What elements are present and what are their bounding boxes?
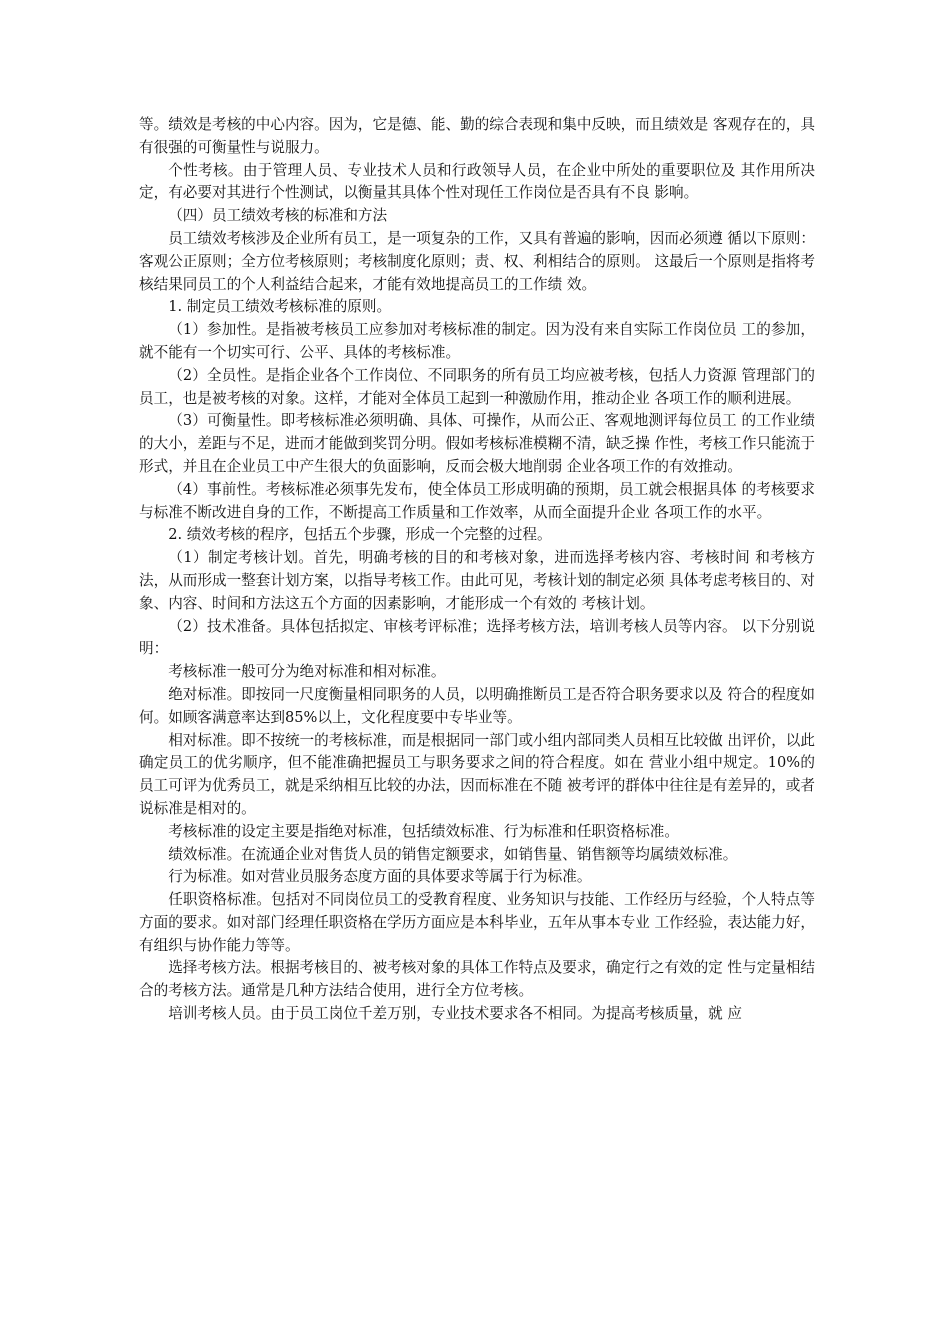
- paragraph: 员工绩效考核涉及企业所有员工，是一项复杂的工作，又具有普遍的影响，因而必须遵 循以下原则：客观公正原则；全方位考核原则；考核制度化原则；责、权、利相结合的原则。 这最后一个原则是指将考核结果同员工的个人利益结合起来，才能有效地提高员工的工作绩 效。: [139, 229, 815, 293]
- paragraph: （1）制定考核计划。首先，明确考核的目的和考核对象，进而选择考核内容、考核时间 和考核方法，从而形成一整套计划方案，以指导考核工作。由此可见，考核计划的制定必须 具体考虑考核目的、对象、内容、时间和方法这五个方面的因素影响，才能形成一个有效的 考核计划。: [139, 549, 815, 612]
- subsection-heading: 1. 制定员工绩效考核标准的原则。: [168, 298, 392, 316]
- document-page: [139, 114, 815, 1026]
- paragraph: 相对标准。即不按统一的考核标准，而是根据同一部门或小组内部同类人员相互比较做 出评价，以此确定员工的优劣顺序，但不能准确把握员工与职务要求之间的符合程度。如在 营业小组中规定。10%的员工可评为优秀员工，就是采纳相互比较的办法，因而标准在不随 被考评的群体中往往是有差异的，或者说标准是相对的。: [139, 731, 815, 817]
- paragraph: 任职资格标准。包括对不同岗位员工的受教育程度、业务知识与技能、工作经历与经验，个人特点等方面的要求。如对部门经理任职资格在学历方面应是本科毕业，五年从事本专业 工作经验，表达能力好，有组织与协作能力等等。: [139, 891, 815, 954]
- paragraph: 考核标准的设定主要是指绝对标准，包括绩效标准、行为标准和任职资格标准。: [168, 822, 679, 840]
- paragraph: 考核标准一般可分为绝对标准和相对标准。: [168, 663, 446, 681]
- paragraph: （2）全员性。是指企业各个工作岗位、不同职务的所有员工均应被考核，包括人力资源 管理部门的员工，也是被考核的对象。这样，才能对全体员工起到一种激励作用，推动企业 各项工作的顺利进展。: [139, 366, 815, 407]
- paragraph: （3）可衡量性。即考核标准必须明确、具体、可操作，从而公正、客观地测评每位员工 的工作业绩的大小，差距与不足，进而才能做到奖罚分明。假如考核标准模糊不清，缺乏操 作性，考核工作只能流于形式，并且在企业员工中产生很大的负面影响，反而会极大地削弱 企业各项工作的有效推动。: [139, 412, 815, 475]
- paragraph: 选择考核方法。根据考核目的、被考核对象的具体工作特点及要求，确定行之有效的定 性与定量相结合的考核方法。通常是几种方法结合使用，进行全方位考核。: [139, 959, 815, 1000]
- paragraph: 行为标准。如对营业员服务态度方面的具体要求等属于行为标准。: [168, 868, 592, 886]
- paragraph: （4）事前性。考核标准必须事先发布，使全体员工形成明确的预期，员工就会根据具体 的考核要求与标准不断改进自身的工作，不断提高工作质量和工作效率，从而全面提升企业 各项工作的水平。: [139, 480, 815, 521]
- paragraph: 绝对标准。即按同一尺度衡量相同职务的人员，以明确推断员工是否符合职务要求以及 符合的程度如何。如顾客满意率达到85%以上，文化程度要中专毕业等。: [139, 685, 815, 726]
- paragraph: 培训考核人员。由于员工岗位千差万别，专业技术要求各不相同。为提高考核质量，就 应: [168, 1005, 742, 1023]
- subsection-heading: 2. 绩效考核的程序，包括五个步骤，形成一个完整的过程。: [168, 526, 552, 544]
- section-heading: （四）员工绩效考核的标准和方法: [168, 207, 388, 225]
- paragraph: （2）技术准备。具体包括拟定、审核考评标准；选择考核方法，培训考核人员等内容。 以下分别说明：: [139, 617, 815, 658]
- paragraph: （1）参加性。是指被考核员工应参加对考核标准的制定。因为没有来自实际工作岗位员 工的参加，就不能有一个切实可行、公平、具体的考核标准。: [139, 321, 815, 361]
- paragraph: 个性考核。由于管理人员、专业技术人员和行政领导人员，在企业中所处的重要职位及 其作用所决定，有必要对其进行个性测试，以衡量其具体个性对现任工作岗位是否具有不良 影响。: [139, 161, 815, 202]
- paragraph: 等。绩效是考核的中心内容。因为，它是德、能、勤的综合表现和集中反映，而且绩效是 客观存在的，具有很强的可衡量性与说服力。: [139, 116, 815, 156]
- paragraph: 绩效标准。在流通企业对售货人员的销售定额要求，如销售量、销售额等均属绩效标准。: [168, 845, 738, 863]
